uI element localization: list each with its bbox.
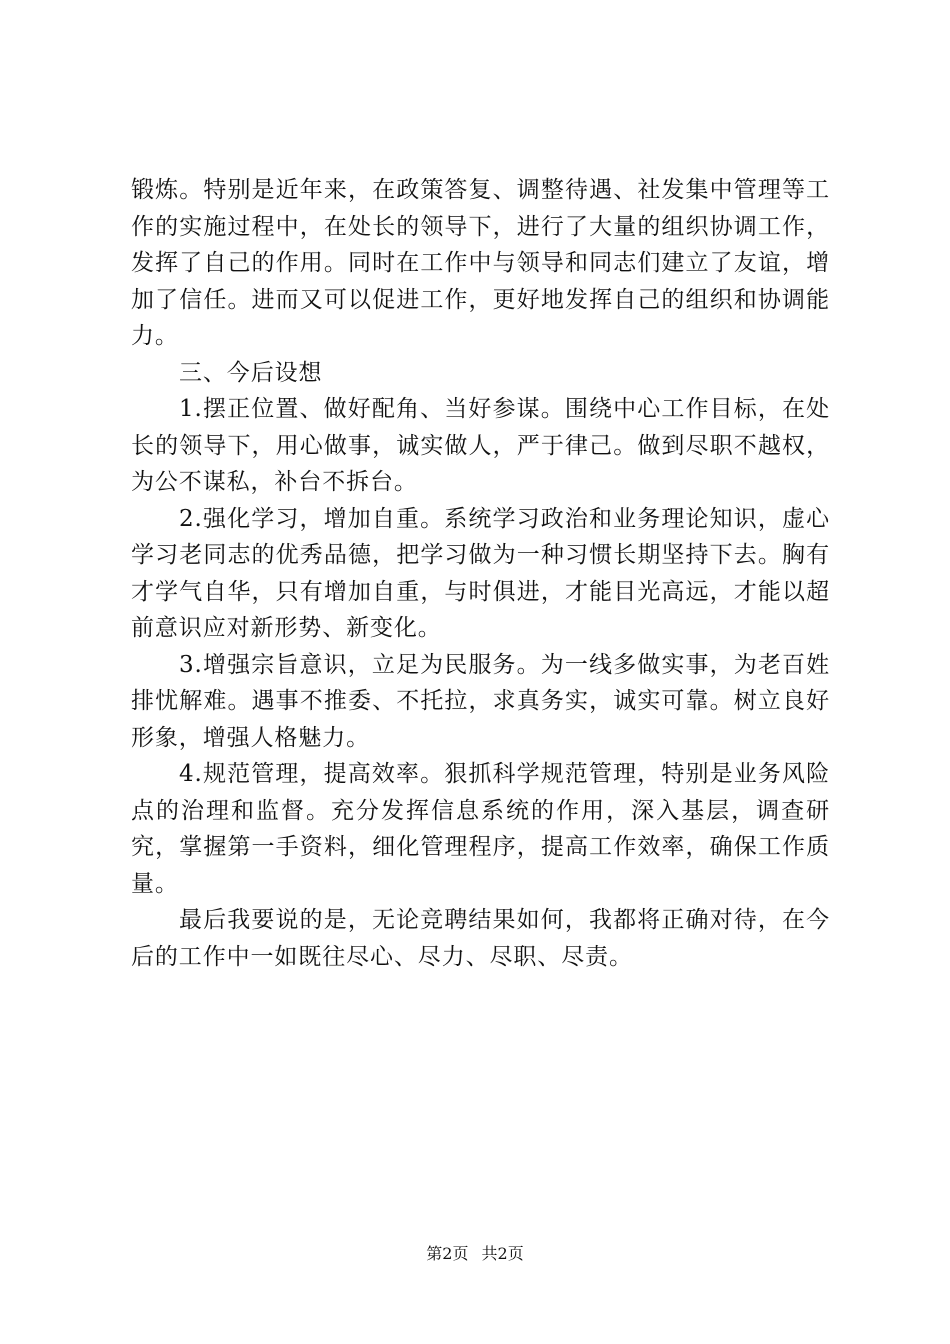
document-body: [131, 172, 830, 975]
plan-item-3: 3.增强宗旨意识，立足为民服务。为一线多做实事，为老百姓排忧解难。遇事不推委、不托拉，求真务实，诚实可靠。树立良好形象，增强人格魅力。: [131, 651, 830, 751]
section-heading-future-plans: 三、今后设想: [179, 359, 323, 386]
page-number-current: 第2页: [426, 1244, 469, 1263]
page-footer: [0, 1244, 950, 1264]
plan-item-2: 2.强化学习，增加自重。系统学习政治和业务理论知识，虚心学习老同志的优秀品德，把学习做为一种习惯长期坚持下去。胸有才学气自华，只有增加自重，与时俱进，才能目光高远，才能以超前意识应对新形势、新变化。: [131, 505, 830, 641]
plan-item-4: 4.规范管理，提高效率。狠抓科学规范管理，特别是业务风险点的治理和监督。充分发挥信息系统的作用，深入基层，调查研究，掌握第一手资料，细化管理程序，提高工作效率，确保工作质量。: [131, 761, 830, 897]
paragraph-continuation: 锻炼。特别是近年来，在政策答复、调整待遇、社发集中管理等工作的实施过程中，在处长的领导下，进行了大量的组织协调工作，发挥了自己的作用。同时在工作中与领导和同志们建立了友谊，增加了信任。进而又可以促进工作，更好地发挥自己的组织和协调能力。: [131, 177, 830, 349]
page-number-total: 共2页: [481, 1244, 524, 1263]
closing-paragraph: 最后我要说的是，无论竞聘结果如何，我都将正确对待，在今后的工作中一如既往尽心、尽力、尽职、尽责。: [131, 907, 830, 970]
plan-item-1: 1.摆正位置、做好配角、当好参谋。围绕中心工作目标，在处长的领导下，用心做事，诚实做人，严于律己。做到尽职不越权，为公不谋私，补台不拆台。: [131, 396, 830, 495]
